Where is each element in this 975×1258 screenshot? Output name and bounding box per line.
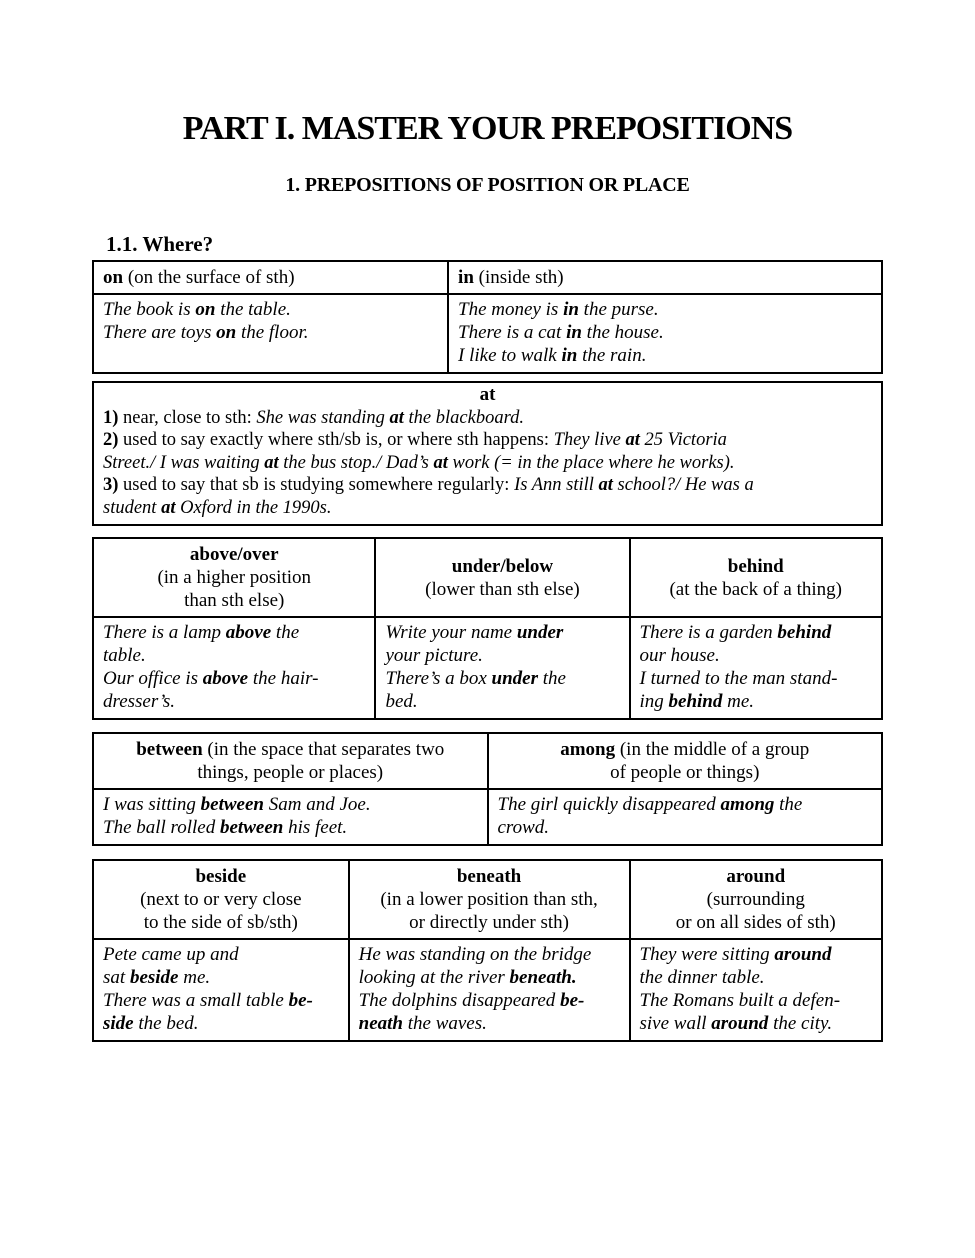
examples-cell-between: I was sitting between Sam and Joe. The ball rolled between his feet. xyxy=(93,789,488,845)
at-definition-box xyxy=(92,381,883,526)
examples-cell-beneath: He was standing on the bridge looking at the river beneath. The dolphins disappeared be- neath the waves. xyxy=(349,939,630,1041)
at-box-title: at xyxy=(479,384,496,405)
header-cell-beside: beside (next to or very close to the side of sb/sth) xyxy=(93,860,349,939)
header-cell-among: among (in the middle of a group of people or things) xyxy=(488,733,883,789)
chapter-heading: 1. PREPOSITIONS OF POSITION OR PLACE xyxy=(285,174,690,196)
header-cell-on: on (on the surface of sth) xyxy=(93,261,448,294)
examples-cell-around: They were sitting around the dinner table. The Romans built a defen- sive wall around the city. xyxy=(630,939,883,1041)
on-in-table xyxy=(92,260,883,374)
examples-cell-beside: Pete came up and sat beside me. There was a small table be- side the bed. xyxy=(93,939,349,1041)
header-cell-between: between (in the space that separates two things, people or places) xyxy=(93,733,488,789)
header-cell-in: in (inside sth) xyxy=(448,261,882,294)
at-definition-item-1: 1) near, close to sth: She was standing at the blackboard. xyxy=(103,407,524,428)
header-cell-above-over: above/over (in a higher position than sth else) xyxy=(93,538,375,617)
header-cell-around: around (surrounding or on all sides of sth) xyxy=(630,860,883,939)
beside-beneath-around-table xyxy=(92,859,883,1042)
at-definition-item-2: 2) used to say exactly where sth/sb is, or where sth happens: They live at 25 Victoria Street./ I was waiting at the bus stop./ Dad’s at work (= in the place where he works). xyxy=(103,430,735,473)
section-heading: 1.1. Where? xyxy=(106,232,214,256)
between-among-table xyxy=(92,732,883,846)
header-cell-behind: behind (at the back of a thing) xyxy=(630,538,883,617)
header-cell-beneath: beneath (in a lower position than sth, or directly under sth) xyxy=(349,860,630,939)
examples-cell-on: The book is on the table. There are toys on the floor. xyxy=(93,294,448,373)
examples-cell-under-below: Write your name under your picture. There’s a box under the bed. xyxy=(375,617,629,719)
at-definition-item-3: 3) used to say that sb is studying somewhere regularly: Is Ann still at school?/ He was a student at Oxford in the 1990s. xyxy=(103,475,754,518)
header-cell-under-below: under/below (lower than sth else) xyxy=(375,538,629,617)
examples-cell-among: The girl quickly disappeared among the crowd. xyxy=(488,789,883,845)
page-title: PART I. MASTER YOUR PREPOSITIONS xyxy=(182,110,793,147)
examples-cell-above-over: There is a lamp above the table. Our office is above the hair- dresser’s. xyxy=(93,617,375,719)
above-under-behind-table xyxy=(92,537,883,720)
examples-cell-behind: There is a garden behind our house. I turned to the man stand- ing behind me. xyxy=(630,617,883,719)
examples-cell-in: The money is in the purse. There is a cat in the house. I like to walk in the rain. xyxy=(448,294,882,373)
